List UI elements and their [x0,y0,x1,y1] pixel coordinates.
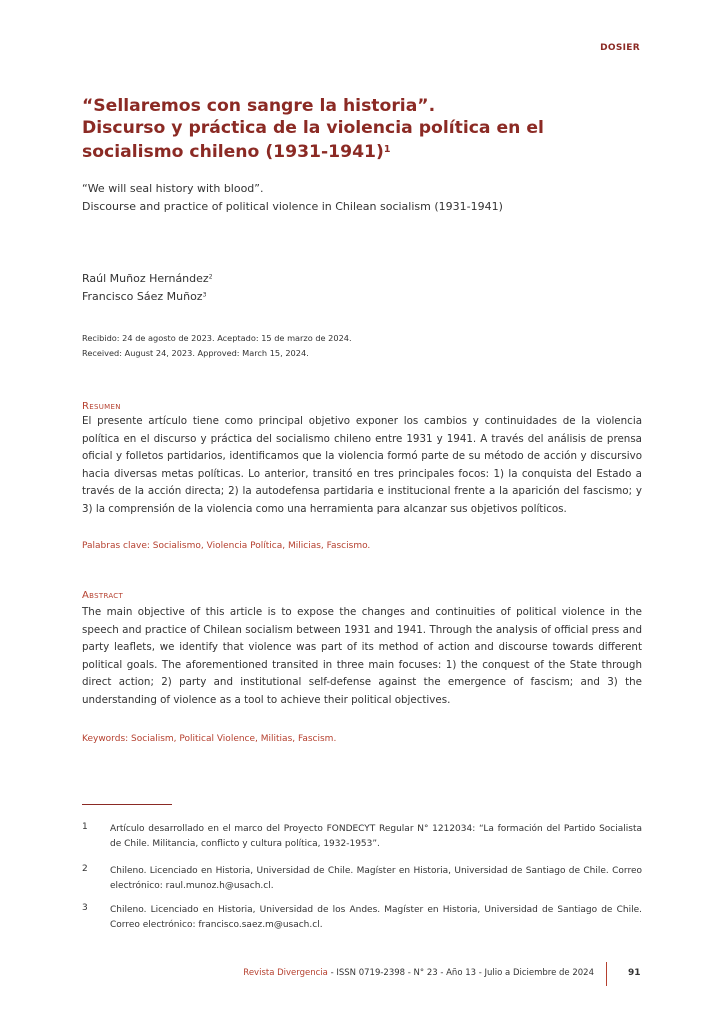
page-number: 91 [628,968,641,978]
received-date-es: Recibido: 24 de agosto de 2023. Aceptado: 15 de marzo de 2024. [82,333,352,343]
journal-name: Revista Divergencia [243,968,328,978]
english-title-line: “We will seal history with blood”. [82,182,264,195]
author-name: Francisco Sáez Muñoz [82,290,203,303]
footnote-ref[interactable]: 1 [383,144,391,155]
title-line [82,139,642,163]
footnote-ref[interactable]: 3 [202,291,207,299]
title-line: Discurso y práctica de la violencia política en el [82,118,544,138]
abstract-keywords: Keywords: Socialism, Political Violence, Militias, Fascism. [82,734,337,744]
resumen-keywords: Palabras clave: Socialismo, Violencia Política, Milicias, Fascismo. [82,541,371,551]
footnote-ref[interactable]: 2 [208,273,213,281]
abstract-text: The main objective of this article is to expose the changes and continuities of political violence in the speech and practice of Chilean socialism between 1931 and 1941. Through the analysis of official press and party leaflets, we identify that violence was part of its method of action and discourse towards different political goals. The aforementioned transited in three main focuses: 1) the conquest of the State through direct action; 2) party and institutional self-defense against the emergence of fascism; and 3) the understanding of violence as a tool to achieve their political objectives. [82,606,642,706]
article-title [82,95,642,163]
author-name: Raúl Muñoz Hernández [82,272,209,285]
footnote-number: 1 [82,822,88,832]
footnote-2: Chileno. Licenciado en Historia, Universidad de Chile. Magíster en Historia, Universidad de Santiago de Chile. Correo electrónico: raul.munoz.h@usach.cl. [110,866,642,891]
title-line: “Sellaremos con sangre la historia”. [82,96,436,116]
section-label: DOSIER [600,43,640,53]
footnote-divider [82,804,172,805]
author-1 [82,272,213,285]
resumen-text: El presente artículo tiene como principal objetivo exponer los cambios y continuidades de la violencia política en el discurso y práctica del socialismo chileno entre 1931 y 1941. A través del análisis de prensa oficial y folletos partidarios, identificamos que la violencia formó parte de su método de acción y discursivo hacia diversas metas políticas. Lo anterior, transitó en tres principales focos: 1) la conquista del Estado a través de la acción directa; 2) la autodefensa partidaria e institucional frente a la aparición del fascismo; y 3) la comprensión de la violencia como una herramienta para alcanzar sus objetivos políticos. [82,415,642,515]
author-2 [82,290,206,303]
footnote-number: 2 [82,864,88,874]
journal-details: - ISSN 0719-2398 - N° 23 - Año 13 - Julio a Diciembre de 2024 [327,968,594,978]
resumen-heading: Resumen [82,401,121,412]
footer-divider [606,962,607,986]
title-line-text: socialismo chileno (1931-1941) [82,142,384,163]
footnote-3: Chileno. Licenciado en Historia, Universidad de los Andes. Magíster en Historia, Universidad de Santiago de Chile. Correo electrónico: francisco.saez.m@usach.cl. [110,905,642,930]
abstract-heading: Abstract [82,590,124,601]
english-title [82,180,503,216]
english-title-line: Discourse and practice of political violence in Chilean socialism (1931-1941) [82,200,503,213]
footnote-number: 3 [82,903,88,913]
footer-journal-info [243,968,594,978]
footnote-1: Artículo desarrollado en el marco del Proyecto FONDECYT Regular N° 1212034: “La formación del Partido Socialista de Chile. Militancia, conflicto y cultura política, 1932-1953”. [110,824,642,849]
received-date-en: Received: August 24, 2023. Approved: March 15, 2024. [82,348,309,358]
